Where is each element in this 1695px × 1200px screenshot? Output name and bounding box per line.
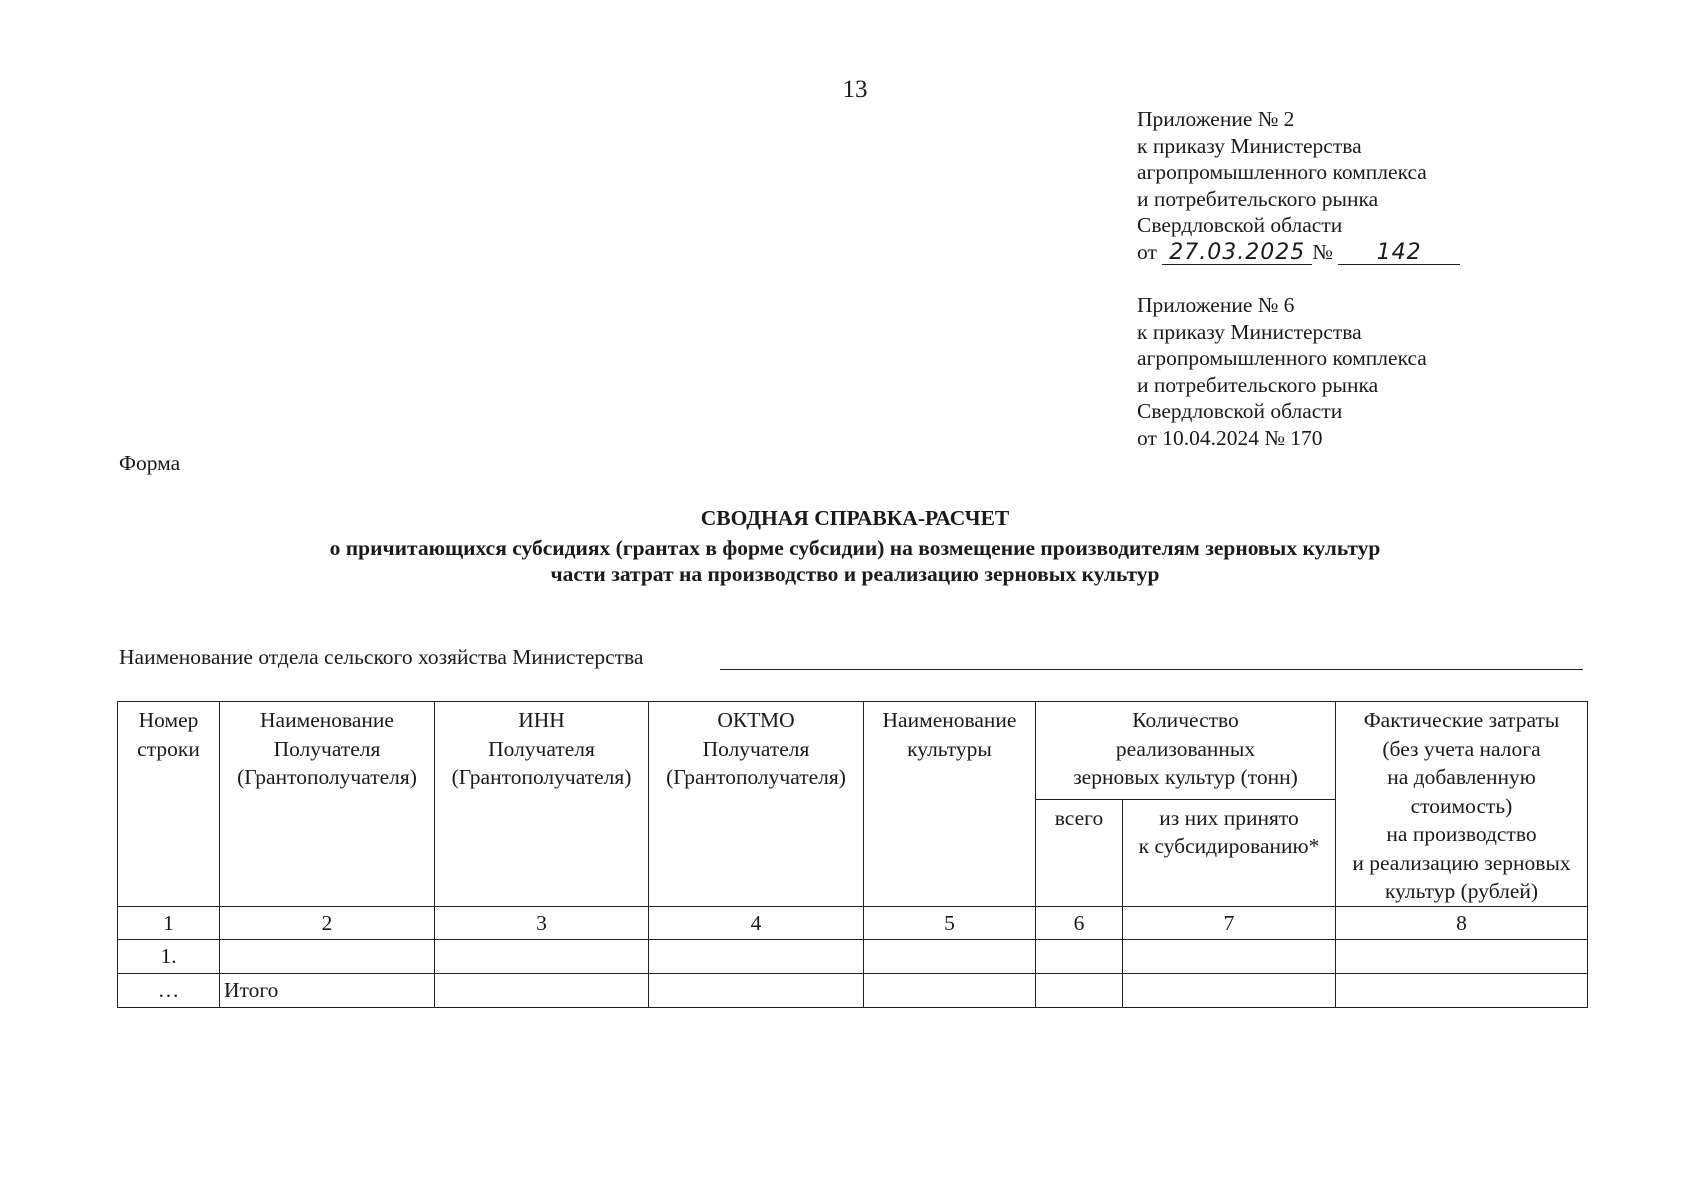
- appendix-line: от 10.04.2024 № 170: [1137, 425, 1323, 450]
- row-number-cell: …: [118, 973, 220, 1007]
- accepted-cell: [1123, 973, 1336, 1007]
- total-cell: [1036, 939, 1123, 973]
- document-subtitle-line: о причитающихся субсидиях (грантах в форме субсидии) на возмещение производителям зерновых культур: [329, 536, 1381, 560]
- table-row-total: [118, 973, 1588, 1007]
- department-fill-line: [720, 669, 1583, 670]
- appendix-date-line: [1137, 239, 1460, 266]
- header-inn: ИНН Получателя (Грантополучателя): [435, 702, 649, 907]
- appendix-line: к приказу Министерства: [1137, 319, 1362, 344]
- department-label: Наименование отдела сельского хозяйства Министерства: [119, 645, 644, 669]
- column-number: 5: [864, 906, 1036, 939]
- document-title: СВОДНАЯ СПРАВКА-РАСЧЕТ: [700, 506, 1010, 530]
- appendix-current-block: [1137, 106, 1460, 265]
- column-number: 3: [435, 906, 649, 939]
- culture-cell: [864, 939, 1036, 973]
- column-number: 8: [1336, 906, 1588, 939]
- header-oktmo: ОКТМО Получателя (Грантополучателя): [649, 702, 864, 907]
- appendix-line: Свердловской области: [1137, 213, 1343, 237]
- inn-cell: [435, 939, 649, 973]
- date-prefix: от: [1137, 239, 1157, 264]
- appendix-line: агропромышленного комплекса: [1137, 346, 1427, 370]
- column-number: 2: [220, 906, 435, 939]
- handwritten-date: 27.03.2025: [1162, 242, 1312, 265]
- column-number: 1: [118, 906, 220, 939]
- total-label-cell: Итого: [220, 973, 435, 1007]
- oktmo-cell: [649, 939, 864, 973]
- header-recipient-name: Наименование Получателя (Грантополучателя): [220, 702, 435, 907]
- appendix-line: и потребительского рынка: [1137, 186, 1379, 211]
- culture-cell: [864, 973, 1036, 1007]
- accepted-cell: [1123, 939, 1336, 973]
- appendix-previous-block: [1137, 292, 1427, 451]
- header-costs: Фактические затраты (без учета налога на добавленную стоимость) на производство и реализацию зерновых культур (рублей): [1336, 702, 1588, 907]
- column-number: 4: [649, 906, 864, 939]
- costs-cell: [1336, 939, 1588, 973]
- page-number: 13: [842, 76, 868, 103]
- column-number: 7: [1123, 906, 1336, 939]
- costs-cell: [1336, 973, 1588, 1007]
- table-row: [118, 939, 1588, 973]
- header-culture: Наименование культуры: [864, 702, 1036, 907]
- header-accepted: из них принято к субсидированию*: [1123, 799, 1336, 906]
- total-cell: [1036, 973, 1123, 1007]
- appendix-line: агропромышленного комплекса: [1137, 160, 1427, 184]
- recipient-name-cell: [220, 939, 435, 973]
- number-sign: №: [1312, 239, 1333, 264]
- column-number: 6: [1036, 906, 1123, 939]
- header-quantity: Количество реализованных зерновых культур (тонн): [1036, 702, 1336, 800]
- appendix-line: Приложение № 2: [1137, 107, 1295, 131]
- form-label: Форма: [119, 451, 181, 475]
- oktmo-cell: [649, 973, 864, 1007]
- appendix-line: к приказу Министерства: [1137, 133, 1362, 158]
- inn-cell: [435, 973, 649, 1007]
- appendix-line: Приложение № 6: [1137, 293, 1295, 317]
- handwritten-number: 142: [1338, 242, 1460, 265]
- header-row-number: Номер строки: [118, 702, 220, 907]
- document-subtitle-line: части затрат на производство и реализацию зерновых культур: [550, 562, 1160, 586]
- calculation-table: [117, 701, 1588, 1008]
- header-total: всего: [1036, 799, 1123, 906]
- appendix-line: и потребительского рынка: [1137, 372, 1379, 397]
- appendix-line: Свердловской области: [1137, 399, 1343, 423]
- row-number-cell: 1.: [118, 939, 220, 973]
